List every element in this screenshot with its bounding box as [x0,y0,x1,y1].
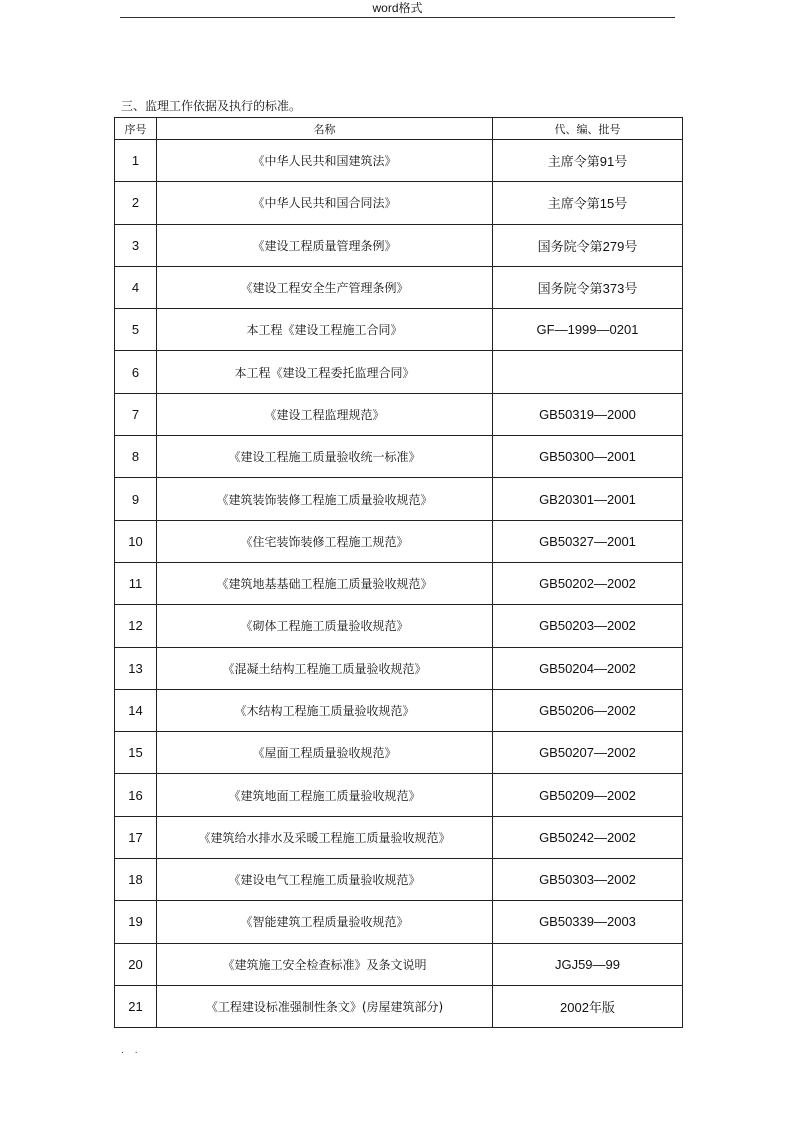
standard-code: GB50339—2003 [493,901,683,943]
standard-code: GB50242—2002 [493,816,683,858]
standard-name: 《智能建筑工程质量验收规范》 [157,901,493,943]
row-number: 6 [115,351,157,393]
row-number: 19 [115,901,157,943]
standard-code: 2002年版 [493,985,683,1027]
standard-code: 国务院令第373号 [493,266,683,308]
table-header-row [115,118,683,140]
header-title: word格式 [372,1,423,15]
standard-code: GB50303—2002 [493,859,683,901]
table-row [115,436,683,478]
standard-name: 《屋面工程质量验收规范》 [157,732,493,774]
standard-code: GB50206—2002 [493,689,683,731]
table-row [115,985,683,1027]
standard-name: 《建筑地基基础工程施工质量验收规范》 [157,562,493,604]
table-row [115,182,683,224]
table-row [115,901,683,943]
row-number: 1 [115,140,157,182]
footer-dots: . . [121,1046,142,1056]
table-row [115,774,683,816]
standard-code [493,351,683,393]
standard-name: 《建设工程安全生产管理条例》 [157,266,493,308]
table-row [115,266,683,308]
standard-name: 《建筑地面工程施工质量验收规范》 [157,774,493,816]
row-number: 4 [115,266,157,308]
standard-name: 本工程《建设工程委托监理合同》 [157,351,493,393]
standard-code: 主席令第15号 [493,182,683,224]
row-number: 8 [115,436,157,478]
table-row [115,732,683,774]
row-number: 16 [115,774,157,816]
row-number: 20 [115,943,157,985]
standard-code: 国务院令第279号 [493,224,683,266]
standard-code: GB50207—2002 [493,732,683,774]
standard-name: 《建设工程施工质量验收统一标准》 [157,436,493,478]
standard-code: 主席令第91号 [493,140,683,182]
standards-table [114,117,683,1028]
row-number: 9 [115,478,157,520]
standard-code: GB20301—2001 [493,478,683,520]
row-number: 7 [115,393,157,435]
table-row [115,309,683,351]
row-number: 15 [115,732,157,774]
row-number: 12 [115,605,157,647]
table-body [115,140,683,1028]
standard-name: 《工程建设标准强制性条文》(房屋建筑部分) [157,985,493,1027]
table-row [115,520,683,562]
row-number: 17 [115,816,157,858]
standard-name: 《建筑装饰装修工程施工质量验收规范》 [157,478,493,520]
standard-name: 《中华人民共和国建筑法》 [157,140,493,182]
standard-name: 本工程《建设工程施工合同》 [157,309,493,351]
table-row [115,351,683,393]
row-number: 14 [115,689,157,731]
table-row [115,647,683,689]
table-row [115,816,683,858]
standard-code: GB50204—2002 [493,647,683,689]
standard-code: GF—1999—0201 [493,309,683,351]
standard-name: 《建筑施工安全检查标准》及条文说明 [157,943,493,985]
column-header-number: 序号 [115,118,157,140]
standard-name: 《混凝土结构工程施工质量验收规范》 [157,647,493,689]
row-number: 10 [115,520,157,562]
standard-code: JGJ59—99 [493,943,683,985]
row-number: 5 [115,309,157,351]
standard-code: GB50203—2002 [493,605,683,647]
table-row [115,562,683,604]
table-row [115,393,683,435]
standard-code: GB50327—2001 [493,520,683,562]
standard-name: 《砌体工程施工质量验收规范》 [157,605,493,647]
standard-name: 《建设电气工程施工质量验收规范》 [157,859,493,901]
standard-name: 《建设工程质量管理条例》 [157,224,493,266]
standard-name: 《建设工程监理规范》 [157,393,493,435]
standard-code: GB50202—2002 [493,562,683,604]
standard-code: GB50209—2002 [493,774,683,816]
row-number: 11 [115,562,157,604]
row-number: 13 [115,647,157,689]
standard-name: 《木结构工程施工质量验收规范》 [157,689,493,731]
standard-name: 《中华人民共和国合同法》 [157,182,493,224]
table-row [115,224,683,266]
standard-code: GB50300—2001 [493,436,683,478]
row-number: 2 [115,182,157,224]
row-number: 3 [115,224,157,266]
table-row [115,689,683,731]
row-number: 18 [115,859,157,901]
standard-name: 《建筑给水排水及采暖工程施工质量验收规范》 [157,816,493,858]
table-row [115,605,683,647]
standard-name: 《住宅装饰装修工程施工规范》 [157,520,493,562]
table-row [115,859,683,901]
column-header-name: 名称 [157,118,493,140]
section-title: 三、监理工作依据及执行的标准。 [121,99,302,113]
table-row [115,478,683,520]
column-header-code: 代、编、批号 [493,118,683,140]
table-row [115,943,683,985]
standard-code: GB50319—2000 [493,393,683,435]
page-header [120,0,675,18]
table-row [115,140,683,182]
row-number: 21 [115,985,157,1027]
